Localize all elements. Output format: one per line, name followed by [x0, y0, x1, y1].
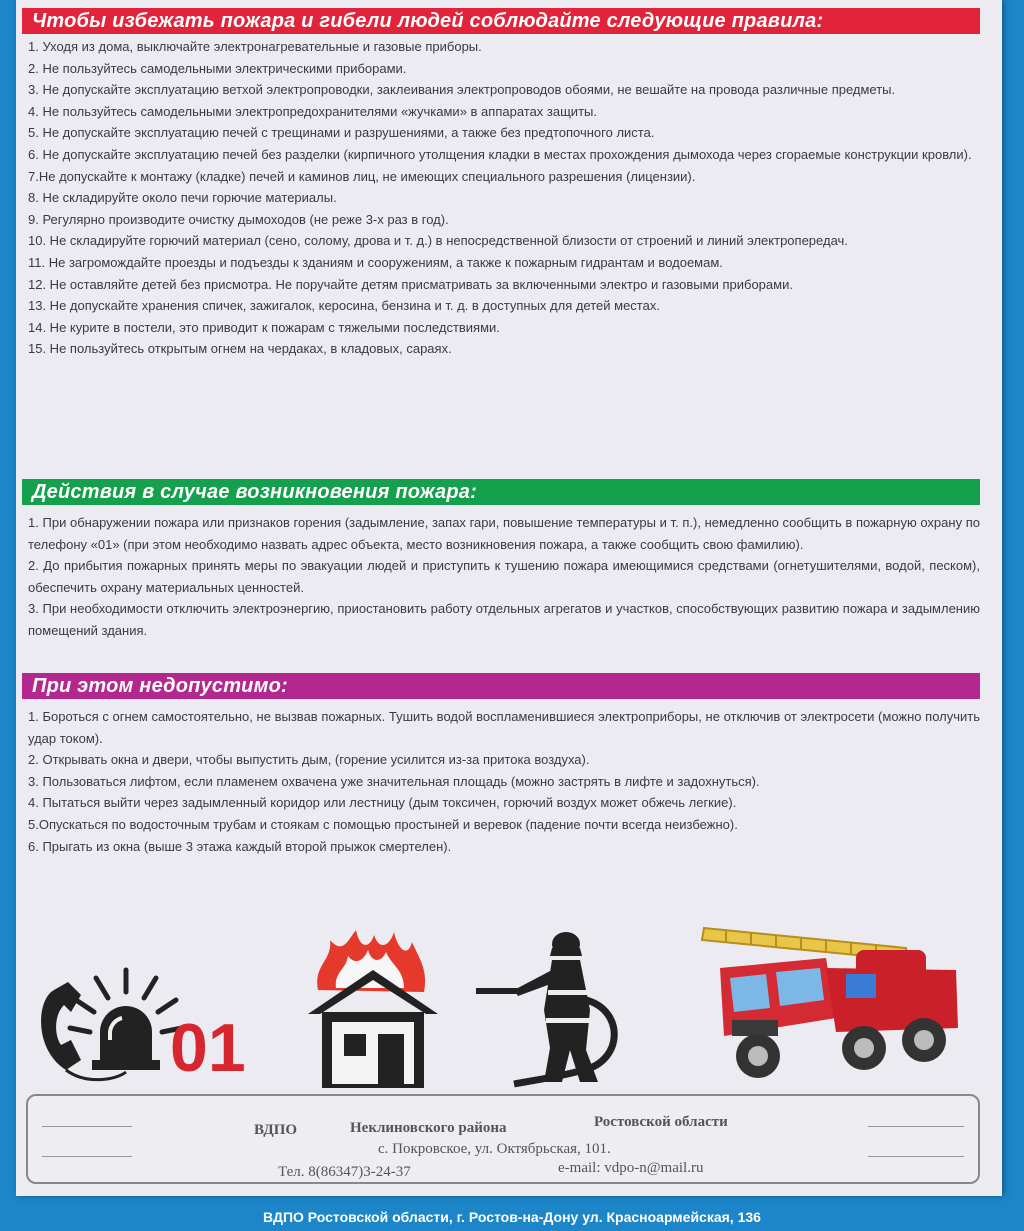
poster-sheet: [16, 0, 1002, 1196]
list-item: 3. Пользоваться лифтом, если пламенем охвачена уже значительная площадь (можно застрять в лифте и задохнуться).: [28, 773, 760, 789]
list-item: 4. Не пользуйтесь самодельными электропредохранителями «жучками» в аппаратах защиты.: [28, 103, 597, 119]
list-item: 10. Не складируйте горючий материал (сено, солому, дрова и т. д.) в непосредственной близости от строений и линий электропередач.: [28, 233, 848, 249]
list-item: 15. Не пользуйтесь открытым огнем на чердаках, в кладовых, сараях.: [28, 341, 452, 357]
list-item: 1. Уходя из дома, выключайте электронагревательные и газовые приборы.: [28, 39, 482, 54]
list-item: 9. Регулярно производите очистку дымоходов (не реже 3-х раз в год).: [28, 211, 449, 227]
list-item: 2. До прибытия пожарных принять меры по эвакуации людей и приступить к тушению пожара имеющимися средствами (огнетушителями, водой, песком), обеспечить охрану материальных ценностей.: [28, 558, 980, 595]
section-rules-title: Чтобы избежать пожара и гибели людей соблюдайте следующие правила:: [22, 8, 980, 34]
divider-line: [868, 1126, 964, 1127]
list-item: 7.Не допускайте к монтажу (кладке) печей и каминов лиц, не имеющих специального разрешения (лицензии).: [28, 168, 696, 184]
section-forbidden-title: При этом недопустимо:: [22, 673, 980, 699]
section-actions-title: Действия в случае возникновения пожара:: [22, 479, 980, 505]
section-actions-list: [28, 512, 980, 642]
fire-truck-icon: [696, 908, 966, 1088]
list-item: 11. Не загромождайте проезды и подъезды к зданиям и сооружениям, а также к пожарным гидрантам и водоемам.: [28, 254, 723, 270]
bottom-address-strip: ВДПО Ростовской области, г. Ростов-на-Дону ул. Красноармейская, 136: [263, 1209, 761, 1225]
org-name: ВДПО: [254, 1122, 298, 1138]
list-item: 5.Опускаться по водосточным трубам и стоякам с помощью простыней и веревок (падение почти всегда неизбежно).: [28, 816, 738, 832]
email-text: e-mail: vdpo-n@mail.ru: [558, 1160, 704, 1176]
region-name: Ростовской области: [594, 1114, 728, 1130]
house-fire-icon: [308, 930, 438, 1090]
district-name: Неклиновского района: [350, 1120, 507, 1136]
list-item: 1. При обнаружении пожара или признаков горения (задымление, запах гари, повышение температуры и т. п.), немедленно сообщить в пожарную охрану по телефону «01» (при этом необходимо назвать адрес объекта, место возникновения пожара, а также сообщить свою фамилию).: [28, 515, 980, 552]
list-item: 13. Не допускайте хранения спичек, зажигалок, керосина, бензина и т. д. в доступных для детей местах.: [28, 298, 660, 314]
contact-box: [26, 1094, 980, 1184]
list-item: 12. Не оставляйте детей без присмотра. Не поручайте детям присматривать за включенными электро и газовыми приборами.: [28, 276, 793, 292]
divider-line: [868, 1156, 964, 1157]
section-forbidden-list: [28, 706, 980, 857]
list-item: 2. Не пользуйтесь самодельными электрическими приборами.: [28, 60, 407, 76]
divider-line: [42, 1126, 132, 1127]
pictogram-row: [16, 900, 1002, 1090]
emergency-number: 01: [170, 1010, 246, 1086]
list-item: 3. При необходимости отключить электроэнергию, приостановить работу отдельных агрегатов и участков, способствующих развитию пожара и задымлению помещений здания.: [28, 601, 980, 638]
list-item: 1. Бороться с огнем самостоятельно, не вызвав пожарных. Тушить водой воспламенившиеся электроприборы, не отключив от электросети (можно получить удар током).: [28, 709, 980, 746]
address-text: с. Покровское, ул. Октябрьская, 101.: [378, 1141, 611, 1157]
divider-line: [42, 1156, 132, 1157]
phone-text: Тел. 8(86347)3-24-37: [278, 1164, 411, 1180]
list-item: 2. Открывать окна и двери, чтобы выпустить дым, (горение усилится из-за притока воздуха).: [28, 752, 590, 768]
list-item: 14. Не курите в постели, это приводит к пожарам с тяжелыми последствиями.: [28, 319, 500, 335]
list-item: 8. Не складируйте около печи горючие материалы.: [28, 190, 337, 206]
list-item: 6. Не допускайте эксплуатацию печей без разделки (кирпичного утолщения кладки в местах прохождения дымохода через сгораемые конструкции кровли).: [28, 146, 972, 162]
list-item: 5. Не допускайте эксплуатацию печей с трещинами и разрушениями, а также без предтопочного листа.: [28, 125, 655, 141]
section-rules-list: [28, 36, 980, 360]
list-item: 6. Прыгать из окна (выше 3 этажа каждый второй прыжок смертелен).: [28, 838, 452, 854]
list-item: 3. Не допускайте эксплуатацию ветхой электропроводки, заклеивания электропроводов обоями, не вешайте на провода различные предметы.: [28, 82, 896, 98]
list-item: 4. Пытаться выйти через задымленный коридор или лестницу (дым токсичен, горючий воздух может обжечь легкие).: [28, 795, 737, 811]
firefighter-icon: [474, 930, 634, 1090]
